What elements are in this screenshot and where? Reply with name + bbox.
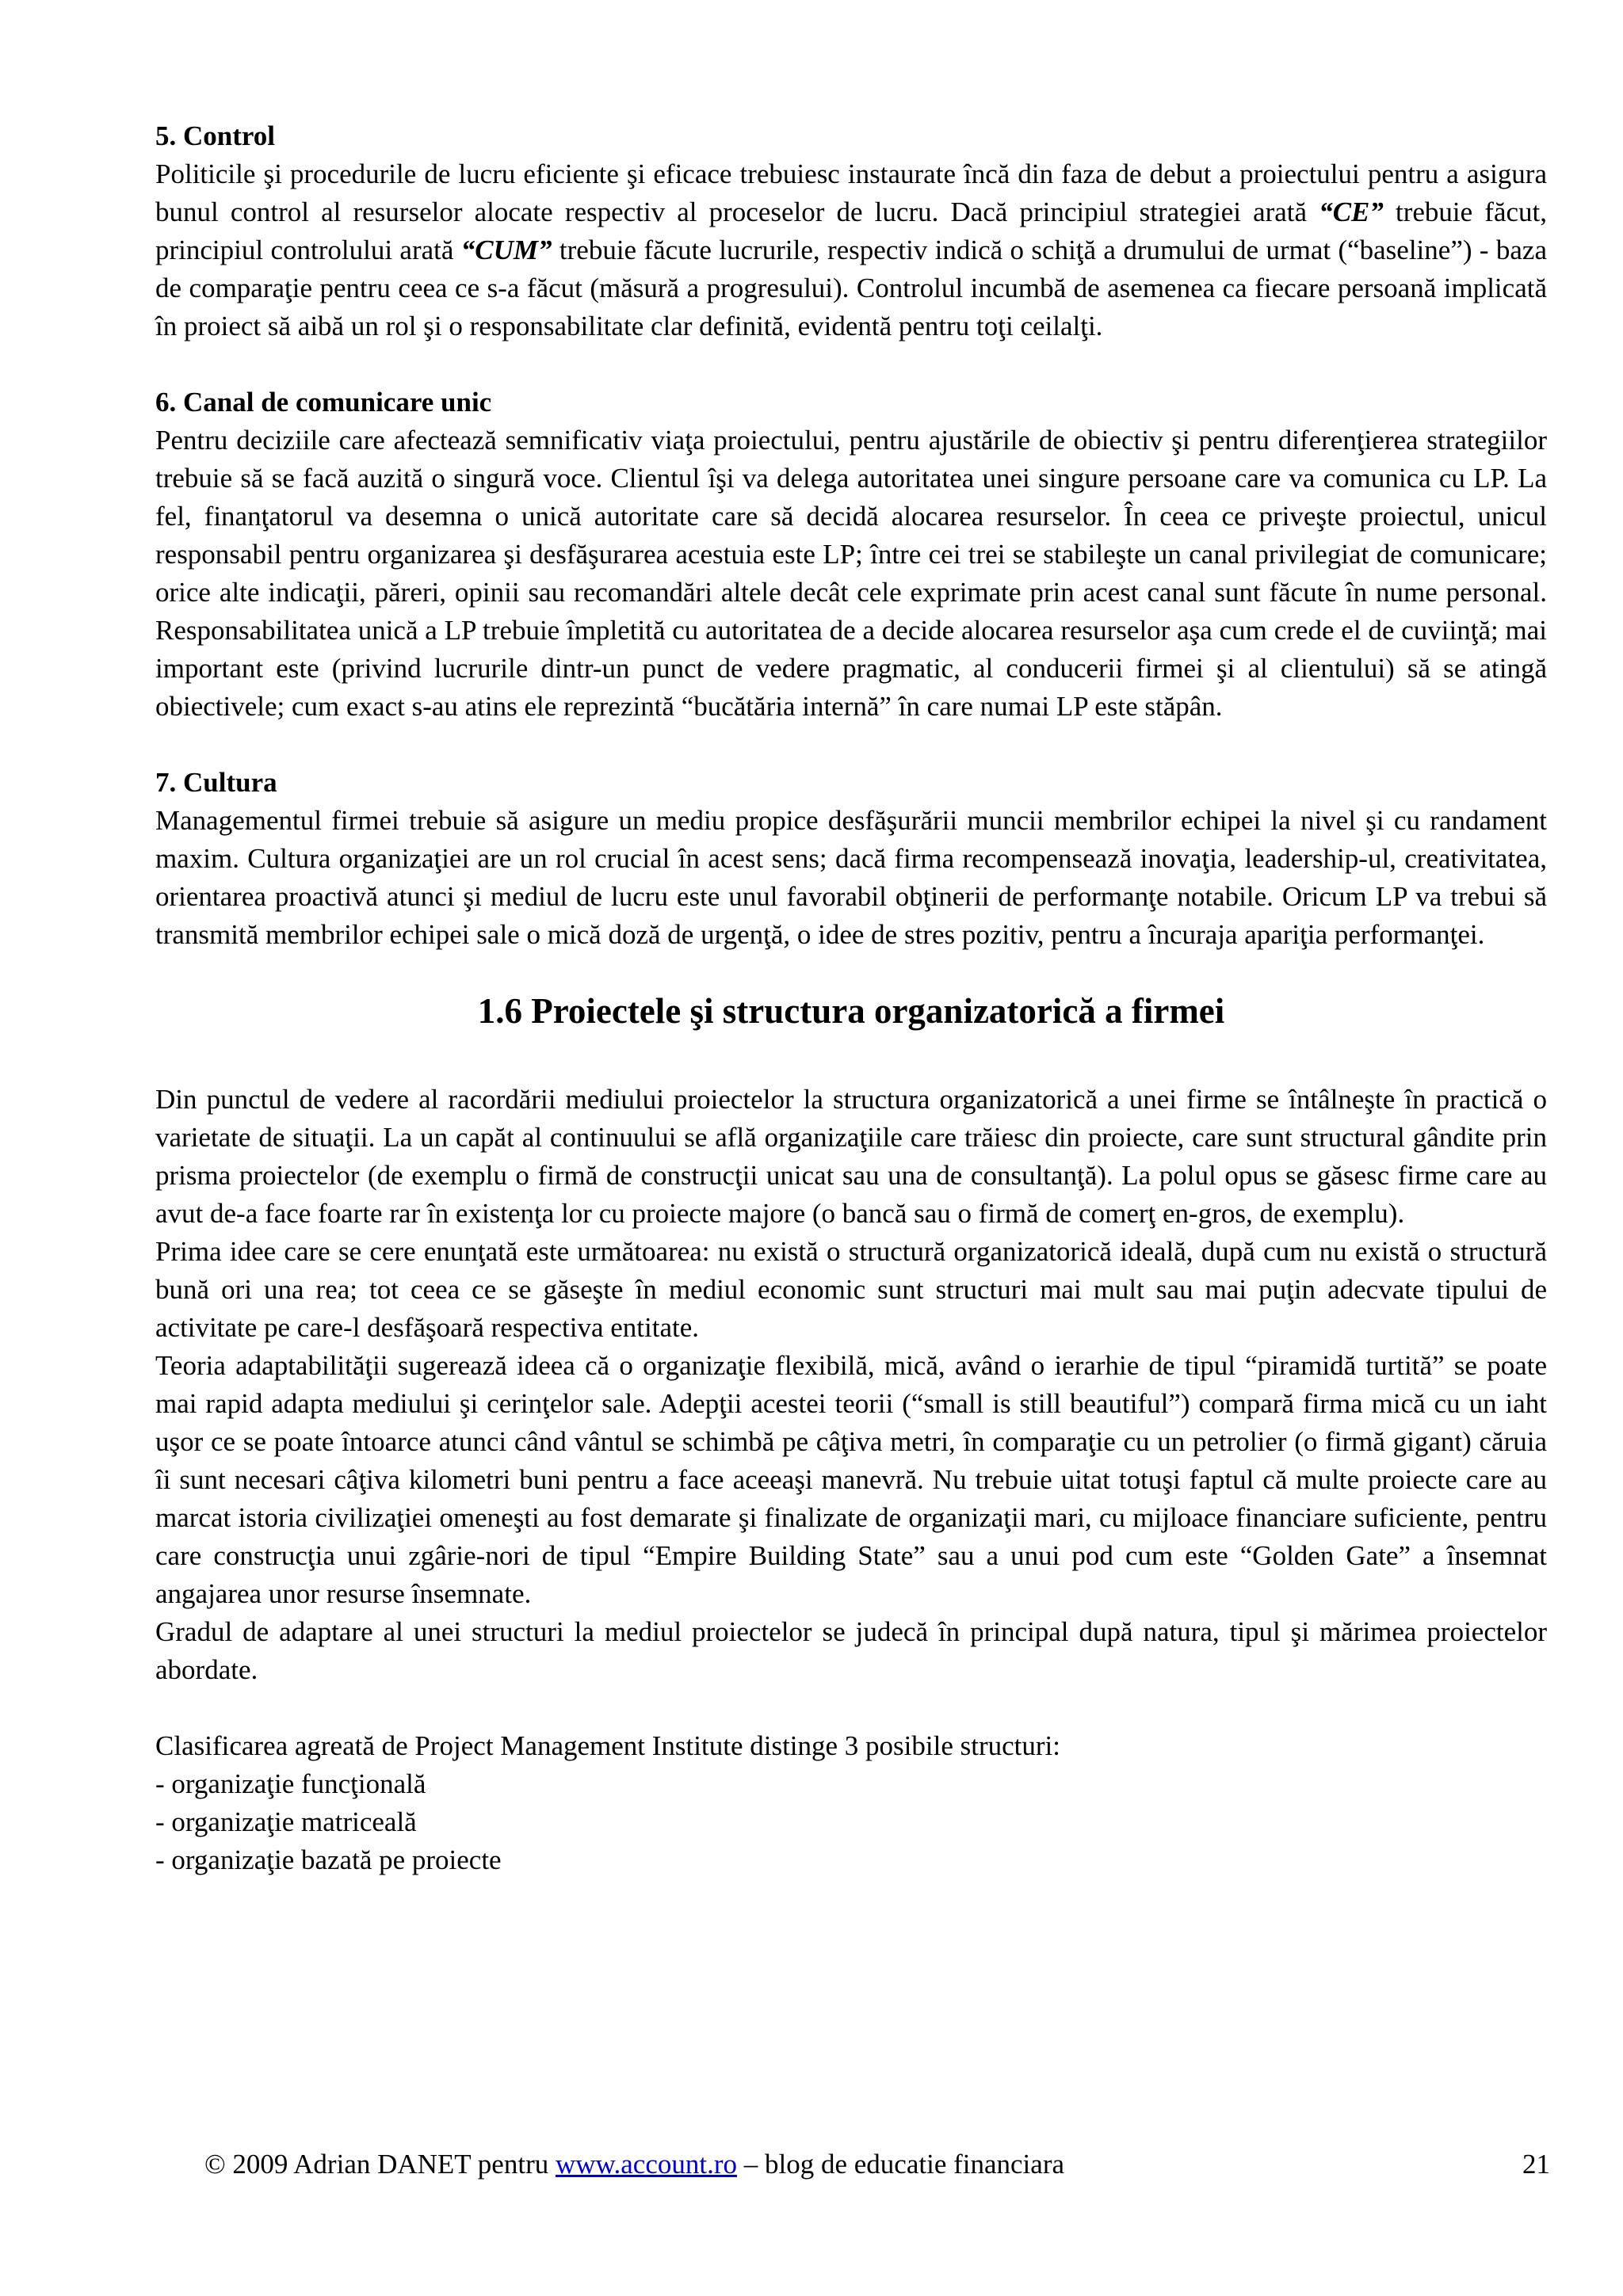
text-run: Politicile şi procedurile de lucru eficiente şi eficace trebuiesc instaurate încă din faza de debut a proiectului pentru a asigura bunul control al resurselor alocate respectiv al proceselor de lucru. Dacă principiul strategiei arată <box>155 158 1547 227</box>
footer-prefix: © 2009 Adrian DANET pentru <box>204 2149 556 2180</box>
text-run: trebuie făcute lucrurile, respectiv indică o schiţă a drumului de urmat (“baseline”) - baza de comparaţie pentru ceea ce s-a făcut (măsură a progresului). Controlul incumbă de asemenea ca fiecare persoană implicată în proiect să aibă un rol şi o responsabilitate clar definită, evidentă pentru toţi ceilalţi. <box>155 235 1548 341</box>
page-number: 21 <box>1522 2149 1550 2180</box>
emphasis-ce: “CE” <box>1319 196 1384 227</box>
section-paragraph <box>155 155 1547 345</box>
chapter-paragraph: Prima idee care se cere enunţată este următoarea: nu există o structură organizatorică ideală, după cum nu există o structură bună ori una rea; tot ceea ce se găseşte în mediul economic sunt structuri mai mult sau mai puţin adecvate tipului de activitate pe care-l desfăşoară respectiva entitate. <box>155 1236 1547 1343</box>
section-cultura <box>155 764 1547 954</box>
section-heading: 5. Control <box>155 120 276 151</box>
list-item: - organizaţie matriceală <box>155 1806 417 1837</box>
list-item: - organizaţie bazată pe proiecte <box>155 1844 502 1875</box>
list-item: - organizaţie funcţională <box>155 1768 426 1799</box>
chapter-body <box>155 1081 1547 1689</box>
chapter-paragraph: Din punctul de vedere al racordării mediului proiectelor la structura organizatorică a unei firme se întâlneşte în practică o varietate de situaţii. La un capăt al continuului se află organizaţiile care trăiesc din proiecte, care sunt structural gândite prin prisma proiectelor (de exemplu o firmă de construcţii unicat sau una de consultanţă). La polul opus se găsesc firme care au avut de-a face foarte rar în existenţa lor cu proiecte majore (o bancă sau o firmă de comerţ en-gros, de exemplu). <box>155 1084 1547 1229</box>
structure-list <box>155 1727 1547 1879</box>
page-content <box>155 117 1547 1879</box>
text-run: trebuie făcut, principiul controlului arată <box>155 196 1548 265</box>
chapter-title: 1.6 Proiectele şi structura organizatorică a firmei <box>477 991 1225 1031</box>
section-heading: 7. Cultura <box>155 767 277 798</box>
emphasis-cum: “CUM” <box>460 235 552 265</box>
page-footer <box>204 2145 1550 2183</box>
list-intro: Clasificarea agreată de Project Management Institute distinge 3 posibile structuri: <box>155 1730 1060 1761</box>
section-paragraph: Managementul firmei trebuie să asigure un mediu propice desfăşurării muncii membrilor echipei la nivel şi cu randament maxim. Cultura organizaţiei are un rol crucial în acest sens; dacă firma recompensează inovaţia, leadership-ul, creativitatea, orientarea proactivă atunci şi mediul de lucru este unul favorabil obţinerii de performanţe notabile. Oricum LP va trebui să transmită membrilor echipei sale o mică doză de urgenţă, o idee de stres pozitiv, pentru a încuraja apariţia performanţei. <box>155 805 1547 950</box>
footer-link[interactable]: www.account.ro <box>555 2149 738 2180</box>
section-heading: 6. Canal de comunicare unic <box>155 387 492 418</box>
section-canal-comunicare <box>155 383 1547 726</box>
section-paragraph: Pentru deciziile care afectează semnificativ viaţa proiectului, pentru ajustările de obiectiv şi pentru diferenţierea strategiilor trebuie să se facă auzită o singură voce. Clientul îşi va delega autoritatea unei singure persoane care va comunica cu LP. La fel, finanţatorul va desemna o unică autoritate care să decidă alocarea resurselor. În ceea ce priveşte proiectul, unicul responsabil pentru organizarea şi desfăşurarea acestuia este LP; între cei trei se stabileşte un canal privilegiat de comunicare; orice alte indicaţii, păreri, opinii sau recomandări altele decât cele exprimate prin acest canal sunt făcute în nume personal. Responsabilitatea unică a LP trebuie împletită cu autoritatea de a decide alocarea resurselor aşa cum crede el de cuviinţă; mai important este (privind lucrurile dintr-un punct de vedere pragmatic, al conducerii firmei şi al clientului) să se atingă obiectivele; cum exact s-au atins ele reprezintă “bucătăria internă” în care numai LP este stăpân. <box>155 425 1547 722</box>
section-control <box>155 117 1547 345</box>
footer-suffix: – blog de educatie financiara <box>737 2149 1065 2180</box>
chapter-paragraph: Gradul de adaptare al unei structuri la mediul proiectelor se judecă în principal după natura, tipul şi mărimea proiectelor abordate. <box>155 1616 1547 1685</box>
chapter-paragraph: Teoria adaptabilităţii sugerează ideea că o organizaţie flexibilă, mică, având o ierarhie de tipul “piramidă turtită” se poate mai rapid adapta mediului şi cerinţelor sale. Adepţii acestei teorii (“small is still beautiful”) compară firma mică cu un iaht uşor ce se poate întoarce atunci când vântul se schimbă pe câţiva metri, în comparaţie cu un petrolier (o firmă gigant) căruia îi sunt necesari câţiva kilometri buni pentru a face aceeaşi manevră. Nu trebuie uitat totuşi faptul că multe proiecte care au marcat istoria civilizaţiei omeneşti au fost demarate şi finalizate de organizaţii mari, cu mijloace financiare suficiente, pentru care construcţia unui zgârie-nori de tipul “Empire Building State” sau a unui pod cum este “Golden Gate” a însemnat angajarea unor resurse însemnate. <box>155 1350 1547 1609</box>
